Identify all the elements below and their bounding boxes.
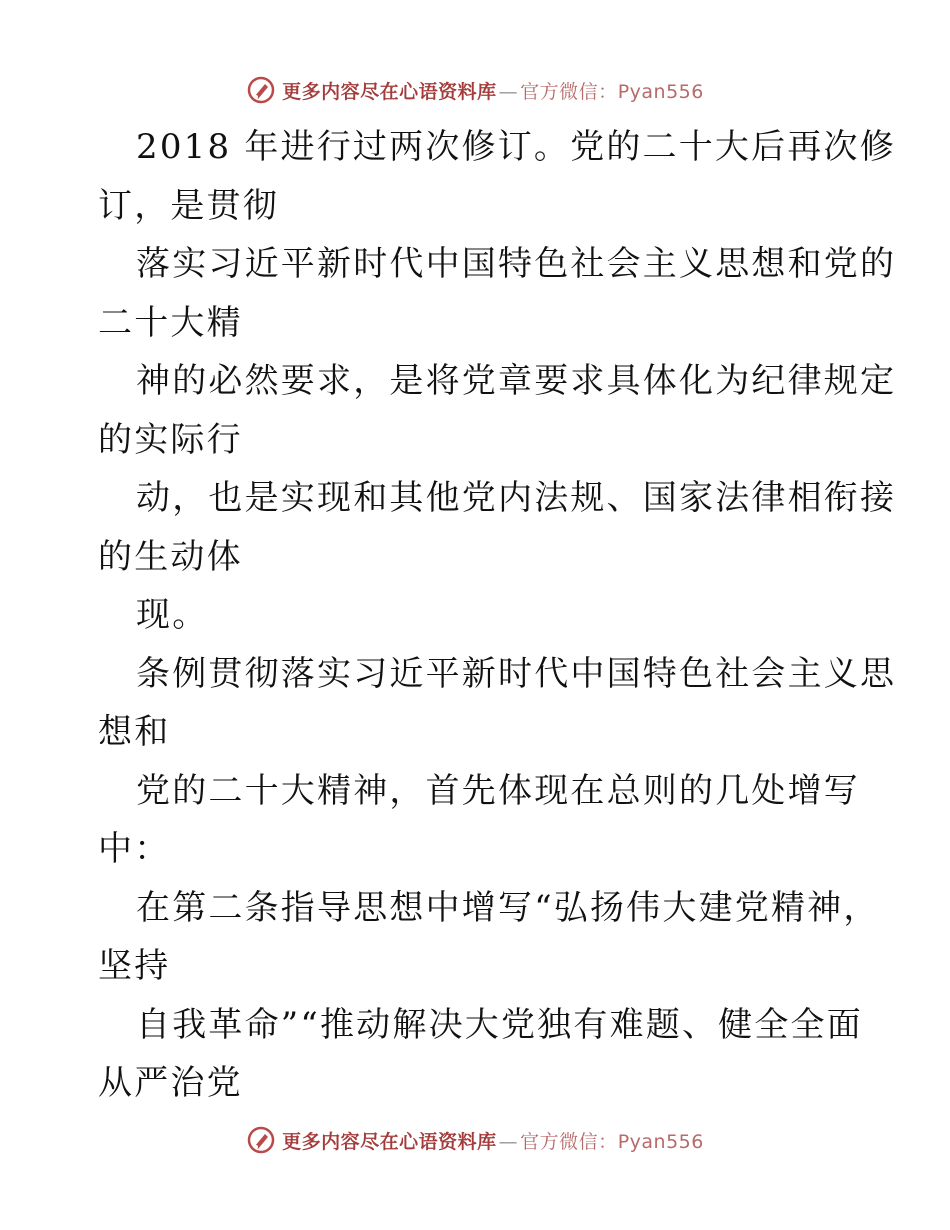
line-rest: 的生动体 (98, 536, 243, 577)
line-rest: 的实际行 (98, 419, 243, 460)
line-first: 现。 (136, 595, 209, 635)
line-rest: 坚持 (98, 946, 171, 986)
document-body (98, 118, 897, 1113)
text-line (98, 118, 896, 235)
text-line (98, 996, 863, 1113)
watermark-text (282, 77, 704, 104)
watermark-wechat: 官方微信： (520, 1130, 618, 1153)
line-first: 2018 年进行过两次修订。党的二十大后再次修 (136, 127, 896, 167)
text-line (98, 879, 880, 996)
header-watermark (0, 70, 950, 110)
footer-watermark (0, 1120, 950, 1160)
line-rest: 中： (98, 829, 171, 869)
text-line (98, 235, 897, 352)
watermark-site: 更多内容尽在心语资料库 (282, 1130, 497, 1153)
text-line (98, 586, 858, 645)
watermark-wechat: 官方微信： (520, 80, 618, 103)
line-rest: 从严治党 (98, 1063, 243, 1103)
watermark-dash: — (498, 80, 519, 103)
watermark-text (282, 1127, 704, 1154)
text-line (98, 352, 897, 469)
pen-circle-icon (246, 1125, 276, 1155)
watermark-site: 更多内容尽在心语资料库 (282, 80, 497, 103)
line-first: 条例贯彻落实习近平新时代中国特色社会主义思 (136, 653, 897, 694)
watermark-id: Pyan556 (617, 80, 704, 103)
line-first: 神的必然要求，是将党章要求具体化为纪律规定 (136, 361, 897, 401)
line-rest: 二十大精 (98, 302, 243, 343)
watermark-dash: — (498, 1130, 519, 1153)
line-first: 自我革命”“推动解决大党独有难题、健全全面 (136, 1004, 863, 1045)
pen-circle-icon (246, 75, 276, 105)
line-rest: 想和 (98, 712, 171, 752)
text-line (98, 645, 897, 762)
line-rest: 订，是贯彻 (98, 185, 279, 226)
watermark-id: Pyan556 (617, 1130, 704, 1153)
line-first: 在第二条指导思想中增写“弘扬伟大建党精神， (136, 887, 880, 928)
line-first: 落实习近平新时代中国特色社会主义思想和党的 (136, 244, 897, 284)
text-line (98, 762, 858, 879)
text-line (98, 469, 897, 586)
line-first: 动，也是实现和其他党内法规、国家法律相衔接 (136, 478, 897, 518)
line-first: 党的二十大精神，首先体现在总则的几处增写 (136, 770, 860, 811)
